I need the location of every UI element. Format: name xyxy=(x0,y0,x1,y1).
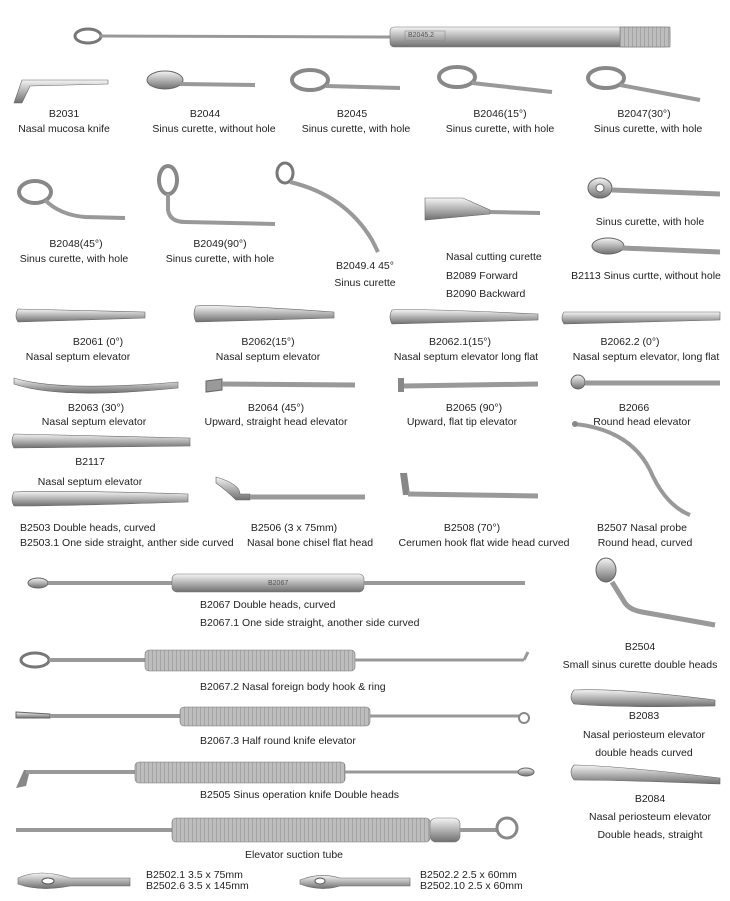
b2083-code: B2083 xyxy=(628,710,660,722)
nasal-cutting-backward: B2090 Backward xyxy=(446,288,526,300)
b2067-engraving: B2067 xyxy=(268,580,289,587)
b2063-code: B2063 (30°) xyxy=(67,402,125,414)
b2048-code: B2048(45°) xyxy=(49,238,103,250)
b2049-4-code: B2049.4 45° xyxy=(336,260,394,272)
b2031-code: B2031 xyxy=(48,108,80,120)
b2065-code: B2065 (90°) xyxy=(445,402,503,414)
b2117-code: B2117 xyxy=(75,456,105,468)
b2503-line2: B2503.1 One side straight, anther side curved xyxy=(20,537,234,549)
b2084-drawing xyxy=(571,765,720,784)
b2064-name: Upward, straight head elevator xyxy=(204,416,348,428)
b2083-line2: double heads curved xyxy=(595,747,693,759)
b2067-line2: B2067.1 One side straight, another side curved xyxy=(200,617,420,629)
b2067-2-drawing xyxy=(21,650,528,671)
b2084-line2: Double heads, straight xyxy=(597,829,703,841)
b2067-3-drawing xyxy=(16,707,529,726)
b2045-code: B2045 xyxy=(336,108,368,120)
b2508-name: Cerumen hook flat wide head curved xyxy=(398,537,570,549)
b2062-2-code: B2062.2 (0°) xyxy=(600,336,660,348)
b2046-drawing xyxy=(439,67,552,92)
b2505-drawing xyxy=(16,762,534,788)
b2049-4-drawing xyxy=(277,163,378,252)
suction-tube-drawing xyxy=(16,818,517,842)
b2506-name: Nasal bone chisel flat head xyxy=(246,537,374,549)
b2063-name: Nasal septum elevator xyxy=(41,416,147,428)
b2062-name: Nasal septum elevator xyxy=(215,351,321,363)
b2502-a-line2: B2502.6 3.5 x 145mm xyxy=(146,880,249,892)
b2117-name: Nasal septum elevator xyxy=(37,476,143,488)
b2062-1-name: Nasal septum elevator long flat xyxy=(393,351,539,363)
b2503-line1: B2503 Double heads, curved xyxy=(20,522,156,534)
hole-curette-name: Sinus curette, with hole xyxy=(595,216,705,228)
b2048-drawing xyxy=(19,181,125,218)
b2044-name: Sinus curette, without hole xyxy=(152,123,276,135)
b2049-4-name: Sinus curette xyxy=(334,277,396,289)
b2113-name: B2113 Sinus curtte, without hole xyxy=(571,270,721,282)
b2502-2-drawing xyxy=(300,875,410,888)
b2065-drawing xyxy=(398,378,538,392)
b2506-drawing xyxy=(216,477,365,500)
b2508-drawing xyxy=(400,473,538,496)
b2061-name: Nasal septum elevator xyxy=(25,351,131,363)
b2084-line1: Nasal periosteum elevator xyxy=(589,811,711,823)
b2046-name: Sinus curette, with hole xyxy=(445,123,555,135)
b2507-drawing xyxy=(572,421,690,515)
b2047-drawing xyxy=(588,68,700,100)
nasal-cutting-forward: B2089 Forward xyxy=(446,270,518,282)
b2045-name: Sinus curette, with hole xyxy=(301,123,411,135)
b2045-drawing xyxy=(292,70,400,90)
b2067-line1: B2067 Double heads, curved xyxy=(200,599,336,611)
b2062-drawing xyxy=(194,306,334,322)
b2117-drawing xyxy=(12,434,190,448)
nasal-cutting-name: Nasal cutting curette xyxy=(446,251,542,263)
b2503-drawing xyxy=(12,491,188,506)
b2504-drawing xyxy=(596,558,715,625)
b2066-name: Round head elevator xyxy=(593,416,691,428)
b2507-code: B2507 Nasal probe xyxy=(597,522,687,534)
b2113-drawing xyxy=(592,238,720,254)
b2044-drawing xyxy=(147,71,255,89)
b2506-code: B2506 (3 x 75mm) xyxy=(250,522,338,534)
b2508-code: B2508 (70°) xyxy=(443,522,501,534)
b2066-drawing xyxy=(571,375,720,389)
b2502-b-line2: B2502.10 2.5 x 60mm xyxy=(420,880,523,892)
b2044-code: B2044 xyxy=(189,108,221,120)
b2066-code: B2066 xyxy=(618,402,650,414)
b2062-1-drawing xyxy=(390,310,538,325)
b2084-code: B2084 xyxy=(634,793,666,805)
b2062-2-name: Nasal septum elevator, long flat xyxy=(572,351,720,363)
b2502-a-line1: B2502.1 3.5 x 75mm xyxy=(146,869,243,881)
b2062-code: B2062(15°) xyxy=(241,336,295,348)
b2064-code: B2064 (45°) xyxy=(247,402,305,414)
b2061-drawing xyxy=(16,309,145,322)
top-curette-engraving: B2045.2 xyxy=(408,32,435,39)
b2062-2-drawing xyxy=(562,312,720,324)
b2067-3-name: B2067.3 Half round knife elevator xyxy=(200,735,356,747)
b2061-code: B2061 (0°) xyxy=(72,336,124,348)
b2067-2-name: B2067.2 Nasal foreign body hook & ring xyxy=(200,681,386,693)
b2065-name: Upward, flat tip elevator xyxy=(406,416,518,428)
b2064-drawing xyxy=(206,379,355,392)
b2083-line1: Nasal periosteum elevator xyxy=(583,729,705,741)
b2062-1-code: B2062.1(15°) xyxy=(429,336,491,348)
b2083-drawing xyxy=(571,690,715,707)
b2031-drawing xyxy=(14,80,108,103)
b2505-name: B2505 Sinus operation knife Double heads xyxy=(200,789,400,801)
b2049-name: Sinus curette, with hole xyxy=(165,253,275,265)
b2502-b-line1: B2502.2 2.5 x 60mm xyxy=(420,869,517,881)
b2049-drawing xyxy=(159,166,275,224)
b2047-name: Sinus curette, with hole xyxy=(593,123,703,135)
b2507-name: Round head, curved xyxy=(597,537,693,549)
b2504-code: B2504 xyxy=(624,641,656,653)
b2049-code: B2049(90°) xyxy=(193,238,247,250)
hole-curette-drawing xyxy=(588,178,720,198)
b2047-code: B2047(30°) xyxy=(617,108,671,120)
b2031-name: Nasal mucosa knife xyxy=(18,123,110,135)
suction-name: Elevator suction tube xyxy=(244,849,344,861)
b2063-drawing xyxy=(14,378,178,393)
b2048-name: Sinus curette, with hole xyxy=(19,253,129,265)
b2502-1-drawing xyxy=(18,873,130,889)
top-curette-drawing xyxy=(75,27,670,47)
b2046-code: B2046(15°) xyxy=(473,108,527,120)
nasal-cutting-curette-drawing xyxy=(425,198,540,220)
b2504-name: Small sinus curette double heads xyxy=(562,659,718,671)
